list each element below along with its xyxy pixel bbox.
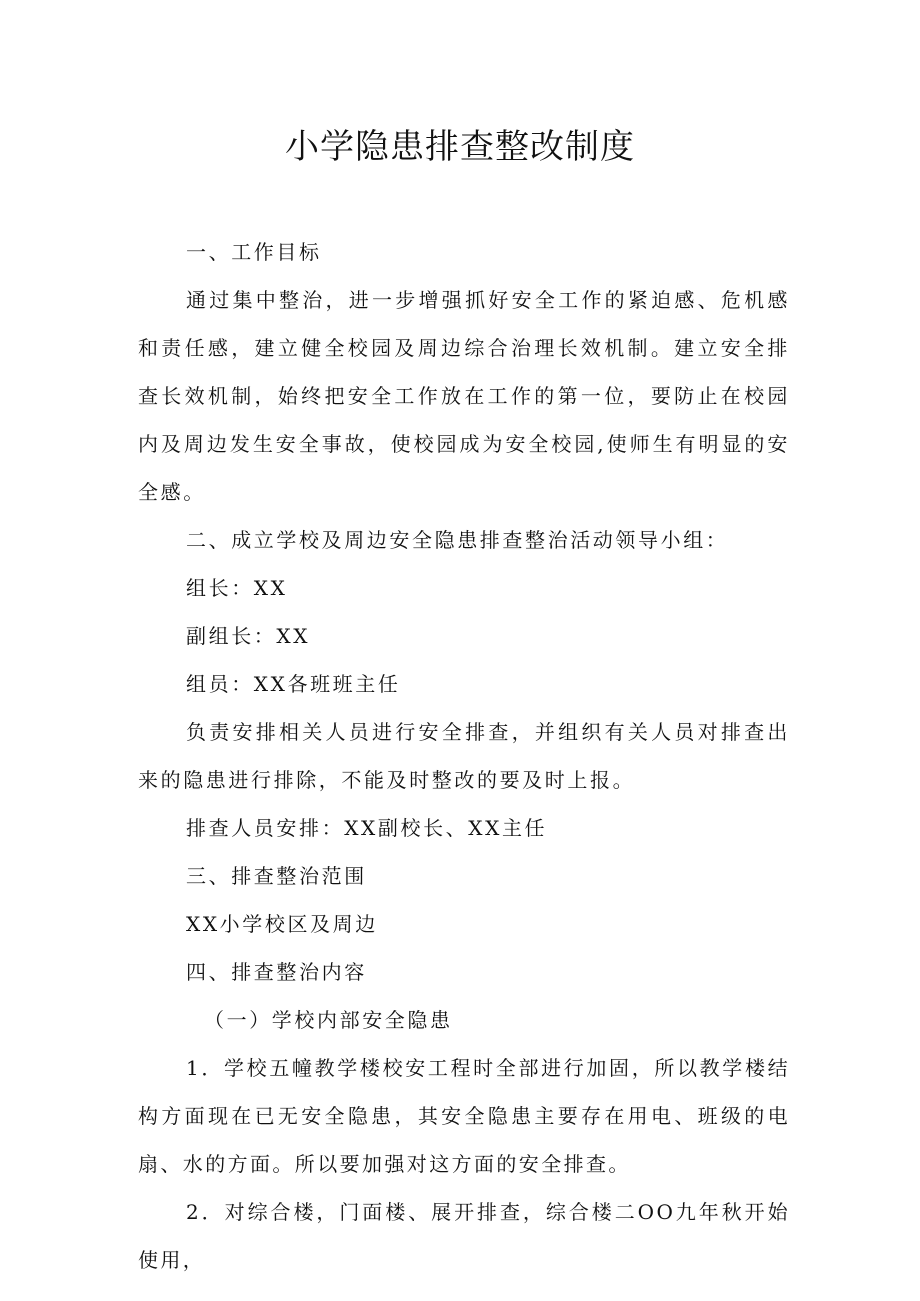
paragraph-responsibility: 负责安排相关人员进行安全排查，并组织有关人员对排查出来的隐患进行排除，不能及时整改的要及时上报。: [138, 720, 790, 792]
inspection-staff-line: 排查人员安排：XX副校长、XX主任: [186, 816, 548, 840]
paragraph-goals: 通过集中整治，进一步增强抓好安全工作的紧迫感、危机感和责任感，建立健全校园及周边综合治理长效机制。建立安全排查长效机制，始终把安全工作放在工作的第一位，要防止在校园内及周边发生安全事故，使校园成为安全校园,使师生有明显的安全感。: [138, 288, 790, 504]
deputy-leader-line: 副组长：XX: [186, 624, 311, 648]
section-heading-2: 二、成立学校及周边安全隐患排查整治活动领导小组：: [186, 528, 729, 552]
item-1: 1．学校五幢教学楼校安工程时全部进行加固，所以教学楼结构方面现在已无安全隐患，其安全隐患主要存在用电、班级的电扇、水的方面。所以要加强对这方面的安全排查。: [138, 1056, 790, 1176]
leader-line: 组长：XX: [186, 576, 288, 600]
section-heading-1: 一、工作目标: [186, 240, 322, 264]
subsection-heading-1: （一）学校内部安全隐患: [204, 1008, 453, 1032]
members-line: 组员：XX各班班主任: [186, 672, 401, 696]
document-title: 小学隐患排查整改制度: [285, 127, 635, 167]
item-2: 2．对综合楼，门面楼、展开排查，综合楼二OO九年秋开始使用，: [138, 1200, 790, 1272]
section-heading-4: 四、排查整治内容: [186, 960, 367, 984]
section-heading-3: 三、排查整治范围: [186, 864, 367, 888]
document-body: [138, 228, 790, 1284]
scope-line: XX小学校区及周边: [186, 912, 378, 936]
